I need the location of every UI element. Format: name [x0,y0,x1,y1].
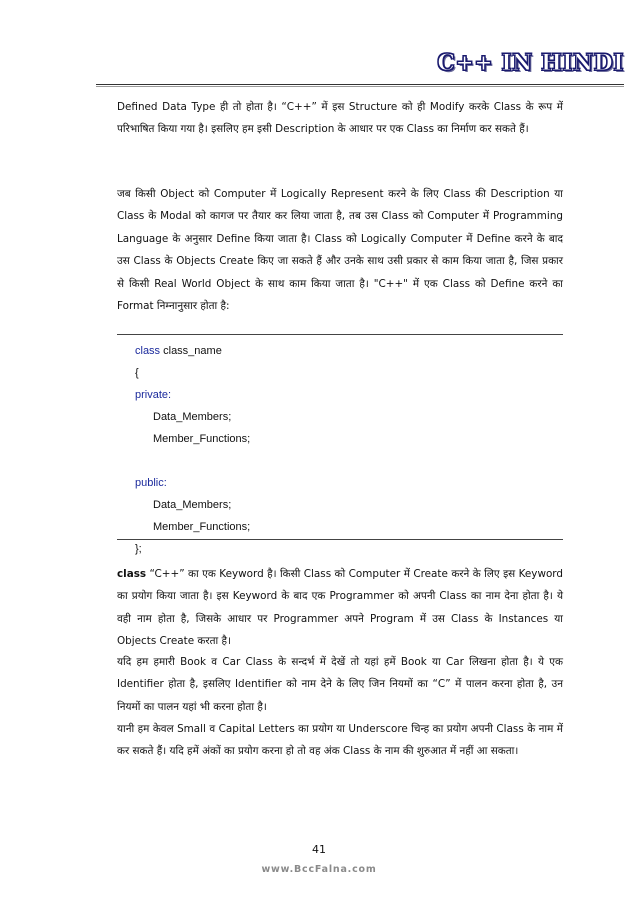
code-line [135,340,250,362]
code-keyword: public: [135,477,167,489]
paragraph-class-keyword-text: “C++” का एक Keyword है। किसी Class को Computer में Create करने के लिए इस Keyword का प्रयोग किया जाता है। इस Keyword के बाद एक Programmer को अपनी Class का नाम देना होता है। ये वही नाम होता है, जिसके आधार पर Programmer अपने Program में उस Class के Instances या Objects Create करता है। [117,568,563,648]
paragraph-identifier: यदि हम हमारी Book व Car Class के सन्दर्भ में देखें तो यहां हमें Book या Car लिखना होता है। ये एक Identifier होता है, इसलिए Identifier को नाम देने के लिए जिन नियमों का “C” में पालन करना होता है, उन नियमों का पालन यहां भी करना होता है। [117,656,563,713]
code-line: Data_Members; [153,499,232,511]
header-rule-secondary [96,86,624,87]
code-block [135,340,250,560]
code-line: Member_Functions; [153,521,251,533]
footer-url[interactable]: www.BccFalna.com [261,864,377,875]
paragraph-intro: Defined Data Type ही तो होता है। “C++” में इस Structure को ही Modify करके Class के रूप में परिभाषित किया गया है। इसलिए हम इसी Description के आधार पर एक Class का निर्माण कर सकते हैं। [117,101,563,136]
paragraph-class-keyword [117,563,563,653]
page-number: 41 [312,843,326,856]
code-line: Data_Members; [153,411,232,423]
code-blank-line [135,450,250,472]
paragraph-naming-rules: यानी हम केवल Small व Capital Letters का प्रयोग या Underscore चिन्ह का प्रयोग अपनी Class के नाम में कर सकते हैं। यदि हमें अंकों का प्रयोग करना हो तो वह अंक Class के नाम की शुरुआत में नहीं आ सकता। [117,723,563,758]
paragraph-class-definition: जब किसी Object को Computer में Logically Represent करने के लिए Class की Description या Class के Modal को कागज पर तैयार कर लिया जाता है, तब उस Class को Computer में Programming Language के अनुसार Define किया जाता है। Class को Logically Computer में Define करने के बाद उस Class के Objects Create किए जा सकते हैं और उनके साथ उसी प्रकार से काम किया जाता है, जिस प्रकार से किसी Real World Object के साथ काम किया जाता है। "C++" में एक Class को Define करने का Format निम्नानुसार होता है: [117,188,563,313]
code-line: { [135,367,139,379]
code-keyword: class [135,345,161,357]
code-line: }; [135,543,142,555]
header-title: C++ IN HINDI [437,50,624,76]
code-keyword: private: [135,389,172,401]
code-text: class_name [160,345,222,357]
code-line: Member_Functions; [153,433,251,445]
keyword-class: class [117,568,147,580]
header-rule [96,84,624,85]
code-top-rule [117,334,563,335]
code-bottom-rule [117,539,563,540]
